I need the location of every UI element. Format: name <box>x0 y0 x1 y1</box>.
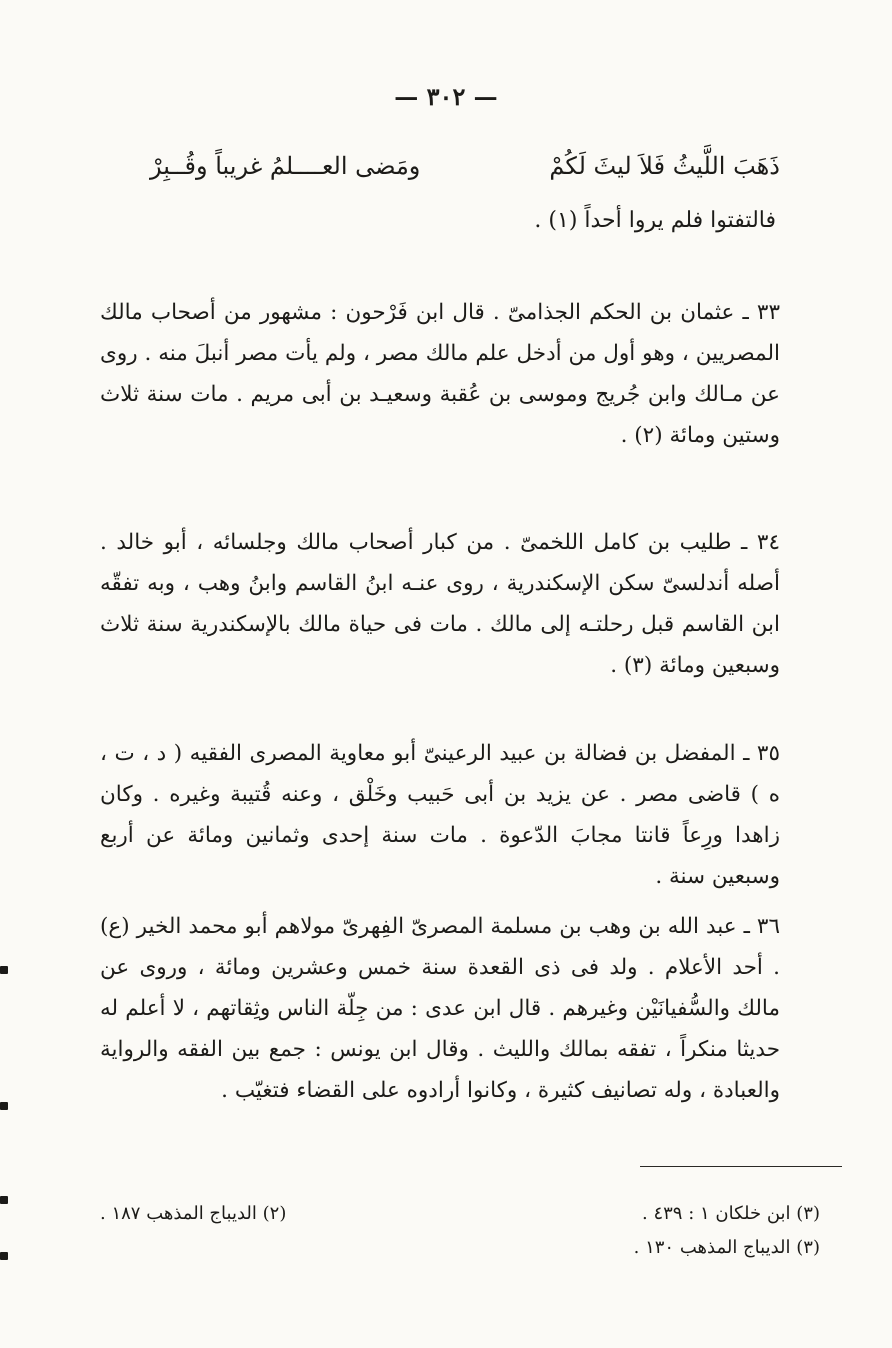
entry-34: ٣٤ ـ طليب بن كامل اللخمىّ . من كبار أصحاب مالك وجلسائه ، أبو خالد . أصله أندلسىّ سكن الإسكندرية ، روى عنـه ابنُ القاسم وابنُ وهب ، وبه تفقّه ابن القاسم قبل رحلتـه إلى مالك . مات فى حياة مالك بالإسكندرية سنة ثلاث وسبعين ومائة (٣) . <box>100 529 780 678</box>
verse-first-hemistich: ذَهَبَ اللَّيثُ فَلاَ ليثَ لَكُمْ <box>549 152 780 180</box>
poetry-verse <box>150 152 780 196</box>
footnote-dibaj-187: (٢) الديباج المذهب ١٨٧ . <box>100 1203 287 1224</box>
page-number: — ٣٠٢ — <box>394 82 498 111</box>
margin-mark <box>0 1196 8 1204</box>
verse-continuation: فالتفتوا فلم يروا أحداً (١) . <box>534 208 776 233</box>
margin-mark <box>0 1102 8 1110</box>
entry-36: ٣٦ ـ عبد الله بن وهب بن مسلمة المصرىّ الفِهرىّ مولاهم أبو محمد الخير (ع) . أحد الأعلام . ولد فى ذى القعدة سنة خمس وعشرين ومائة ، وروى عن مالك والسُّفيانَيْن وغيرهم . قال ابن عدى : من جِلّة الناس وثِقاتهم ، لا أعلم له حديثا منكراً ، تفقه بمالك والليث . وقال ابن يونس : جمع بين الفقه والرواية والعبادة ، وله تصانيف كثيرة ، وكانوا أرادوه على القضاء فتغيّب . <box>100 913 780 1103</box>
footnote-ibn-khallikan: (٣) ابن خلكان ١ : ٤٣٩ . <box>642 1203 820 1224</box>
footnote-dibaj-130: (٣) الديباج المذهب ١٣٠ . <box>633 1237 820 1258</box>
entry-35: ٣٥ ـ المفضل بن فضالة بن عبيد الرعينىّ أبو معاوية المصرى الفقيه ( د ، ت ، ه ) قاضى مصر . عن يزيد بن أبى حَبيب وخَلْق ، وعنه قُتيبة وغيره . وكان زاهدا ورِعاً قانتا مجابَ الدّعوة . مات سنة إحدى وثمانين ومائة عن أربع وسبعين سنة . <box>100 740 780 889</box>
verse-second-hemistich: ومَضى العــــلمُ غريباً وقُــبِرْ <box>150 152 421 180</box>
margin-mark <box>0 966 8 974</box>
footnote-divider <box>640 1166 842 1167</box>
margin-mark <box>0 1252 8 1260</box>
entry-33: ٣٣ ـ عثمان بن الحكم الجذامىّ . قال ابن فَرْحون : مشهور من أصحاب مالك المصريين ، وهو أول من أدخل علم مالك مصر ، ولم يأت مصر أنبلَ منه . روى عن مـالك وابن جُريج وموسى بن عُقبة وسعيـد بن أبى مريم . مات سنة ثلاث وستين ومائة (٢) . <box>100 299 780 448</box>
